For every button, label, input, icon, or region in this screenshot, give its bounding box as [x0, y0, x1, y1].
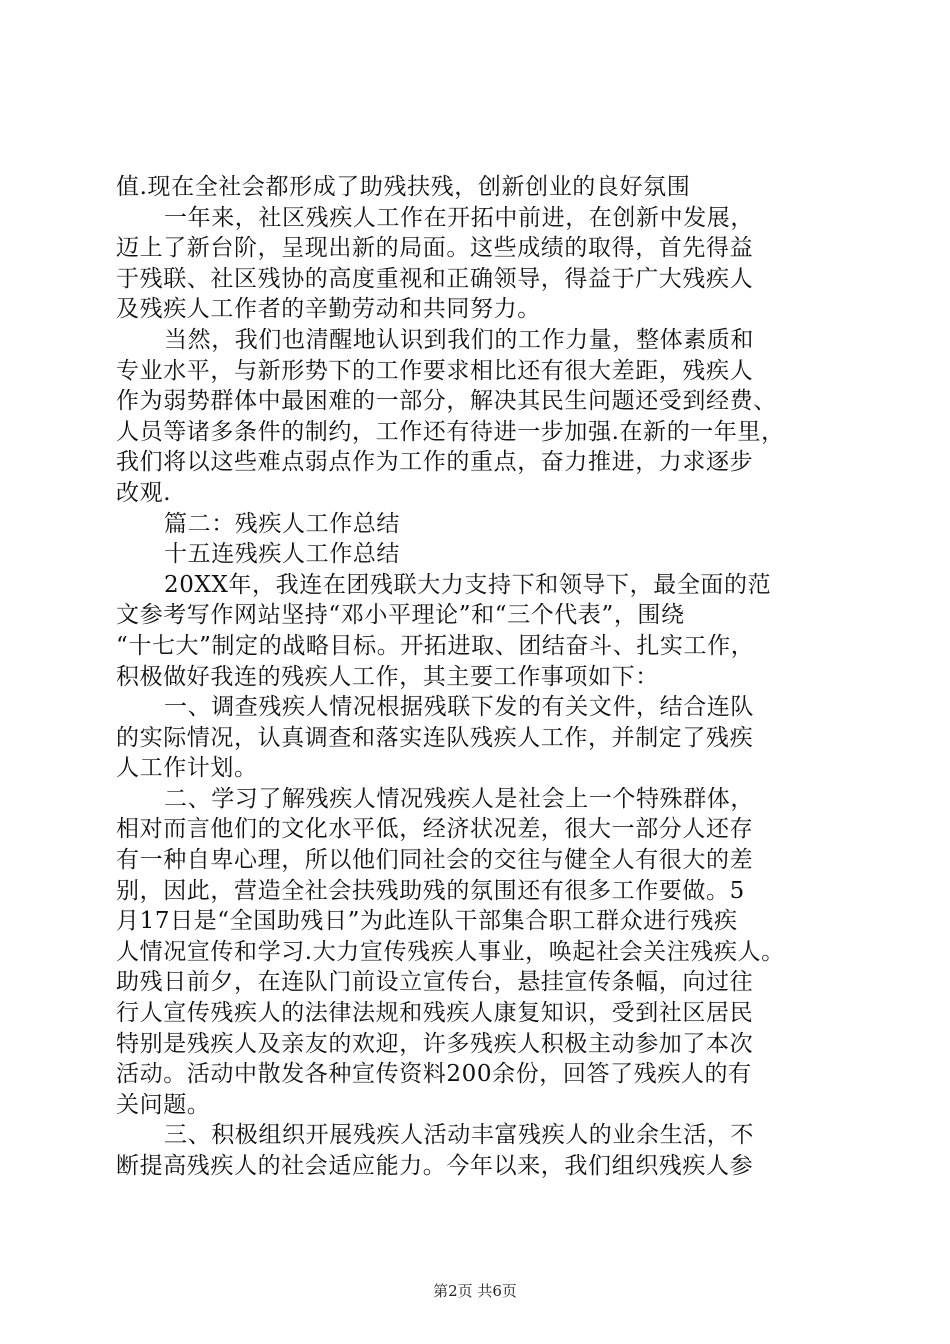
- text-line: 于残联、社区残协的高度重视和正确领导，得益于广大残疾人: [116, 265, 754, 292]
- text-line: 专业水平，与新形势下的工作要求相比还有很大差距，残疾人: [116, 357, 754, 384]
- text-line: 三、积极组织开展残疾人活动丰富残疾人的业余生活，不: [164, 1122, 754, 1149]
- text-line: 改观.: [116, 479, 172, 506]
- text-line: 相对而言他们的文化水平低，经济状况差，很大一部分人还存: [116, 816, 754, 843]
- section-subtitle: 十五连残疾人工作总结: [164, 541, 400, 568]
- text-line: 特别是残疾人及亲友的欢迎，许多残疾人积极主动参加了本次: [116, 1030, 754, 1057]
- text-line: “十七大”制定的战略目标。开拓进取、团结奋斗、扎实工作，: [116, 632, 755, 659]
- text-line: 的实际情况，认真调查和落实连队残疾人工作，并制定了残疾: [116, 724, 754, 751]
- text-line: 助残日前夕，在连队门前设立宣传台，悬挂宣传条幅，向过往: [116, 969, 754, 996]
- text-line: 作为弱势群体中最困难的一部分，解决其民生问题还受到经费、: [116, 388, 777, 415]
- text-line: 人工作计划。: [116, 755, 258, 782]
- page-footer: 第2页 共6页: [433, 1282, 517, 1300]
- text-line: 积极做好我连的残疾人工作，其主要工作事项如下：: [116, 663, 659, 690]
- text-line: 有一种自卑心理，所以他们同社会的交往与健全人有很大的差: [116, 847, 754, 874]
- text-line: 迈上了新台阶，呈现出新的局面。这些成绩的取得，首先得益: [116, 235, 754, 262]
- text-line: 人情况宣传和学习.大力宣传残疾人事业，唤起社会关注残疾人。: [116, 938, 785, 965]
- section-heading: 篇二：残疾人工作总结: [164, 510, 400, 537]
- text-line: 文参考写作网站坚持“邓小平理论”和“三个代表”，围绕: [116, 602, 685, 629]
- text-line: 我们将以这些难点弱点作为工作的重点，奋力推进，力求逐步: [116, 449, 754, 476]
- text-line: 20XX年，我连在团残联大力支持下和领导下，最全面的范: [164, 571, 772, 598]
- body-text: [116, 172, 836, 1182]
- text-line: 别，因此，营造全社会扶残助残的氛围还有很多工作要做。5: [116, 877, 745, 904]
- text-line: 值.现在全社会都形成了助残扶残，创新创业的良好氛围: [116, 174, 691, 200]
- text-line: 关问题。: [116, 1091, 211, 1118]
- text-line: 活动。活动中散发各种宣传资料200余份，回答了残疾人的有: [116, 1061, 752, 1088]
- text-line: 断提高残疾人的社会适应能力。今年以来，我们组织残疾人参: [116, 1153, 754, 1179]
- text-line: 及残疾人工作者的辛勤劳动和共同努力。: [116, 296, 541, 323]
- text-line: 人员等诸多条件的制约，工作还有待进一步加强.在新的一年里，: [116, 418, 785, 445]
- text-line: 月17日是“全国助残日”为此连队干部集合职工群众进行残疾: [116, 908, 738, 935]
- text-line: 行人宣传残疾人的法律法规和残疾人康复知识，受到社区居民: [116, 1000, 754, 1027]
- text-line: 一年来，社区残疾人工作在开拓中前进，在创新中发展，: [164, 204, 754, 231]
- text-line: 当然，我们也清醒地认识到我们的工作力量，整体素质和: [164, 326, 754, 353]
- text-line: 二、学习了解残疾人情况残疾人是社会上一个特殊群体，: [164, 785, 754, 812]
- text-line: 一、调查残疾人情况根据残联下发的有关文件，结合连队: [164, 694, 754, 721]
